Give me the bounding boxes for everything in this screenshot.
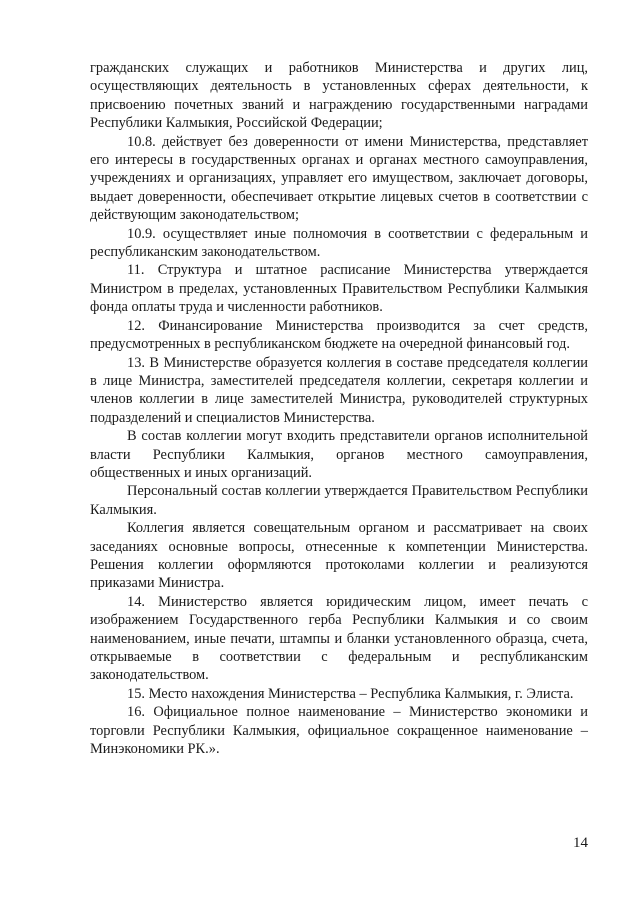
paragraph-15: 15. Место нахождения Министерства – Республика Калмыкия, г. Элиста. bbox=[127, 685, 574, 702]
paragraph-10-9: 10.9. осуществляет иные полномочия в соответствии с федеральным и республиканским законодательством. bbox=[90, 225, 588, 261]
paragraph-12: 12. Финансирование Министерства производится за счет средств, предусмотренных в республиканском бюджете на очередной финансовый год. bbox=[90, 317, 588, 353]
paragraph-10-8: 10.8. действует без доверенности от имени Министерства, представляет его интересы в государственных органах и органах местного самоуправления, учреждениях и организациях, управляет его имуществом, заключает договоры, выдает доверенности, обеспечивает открытие лицевых счетов в соответствии с действующим законодательством; bbox=[90, 133, 588, 224]
paragraph-11: 11. Структура и штатное расписание Министерства утверждается Министром в пределах, установленных Правительством Республики Калмыкия фонда оплаты труда и численности работников. bbox=[90, 262, 588, 316]
paragraph-13-members: В состав коллегии могут входить представители органов исполнительной власти Республики Калмыкия, органов местного самоуправления, общественных и иных организаций. bbox=[90, 428, 588, 481]
paragraph-13-role: Коллегия является совещательным органом и рассматривает на своих заседаниях основные вопросы, отнесенные к компетенции Министерства. Решения коллегии оформляются протоколами коллегии и реализуются приказами Министра. bbox=[90, 520, 588, 592]
document-body bbox=[90, 59, 588, 758]
paragraph-13: 13. В Министерстве образуется коллегия в составе председателя коллегии в лице Министра, заместителей председателя коллегии, секретаря коллегии и членов коллегии в лице заместителей Министра, руководителей структурных подразделений и специалистов Министерства. bbox=[90, 354, 588, 426]
page-number: 14 bbox=[573, 835, 588, 851]
paragraph-14: 14. Министерство является юридическим лицом, имеет печать с изображением Государственного герба Республики Калмыкия и со своим наименованием, иные печати, штампы и бланки установленного образца, счета, открываемые в соответствии с федеральным и республиканским законодательством. bbox=[90, 593, 588, 684]
paragraph-16: 16. Официальное полное наименование – Министерство экономики и торговли Республики Калмыкия, официальное сокращенное наименование – Минэкономики РК.». bbox=[90, 704, 588, 758]
paragraph-13-composition: Персональный состав коллегии утверждается Правительством Республики Калмыкия. bbox=[90, 483, 588, 518]
paragraph-continuation: гражданских служащих и работников Министерства и других лиц, осуществляющих деятельность в установленных сферах деятельности, к присвоению почетных званий и награждению государственными наградами Республики Калмыкия, Российской Федерации; bbox=[90, 60, 588, 132]
